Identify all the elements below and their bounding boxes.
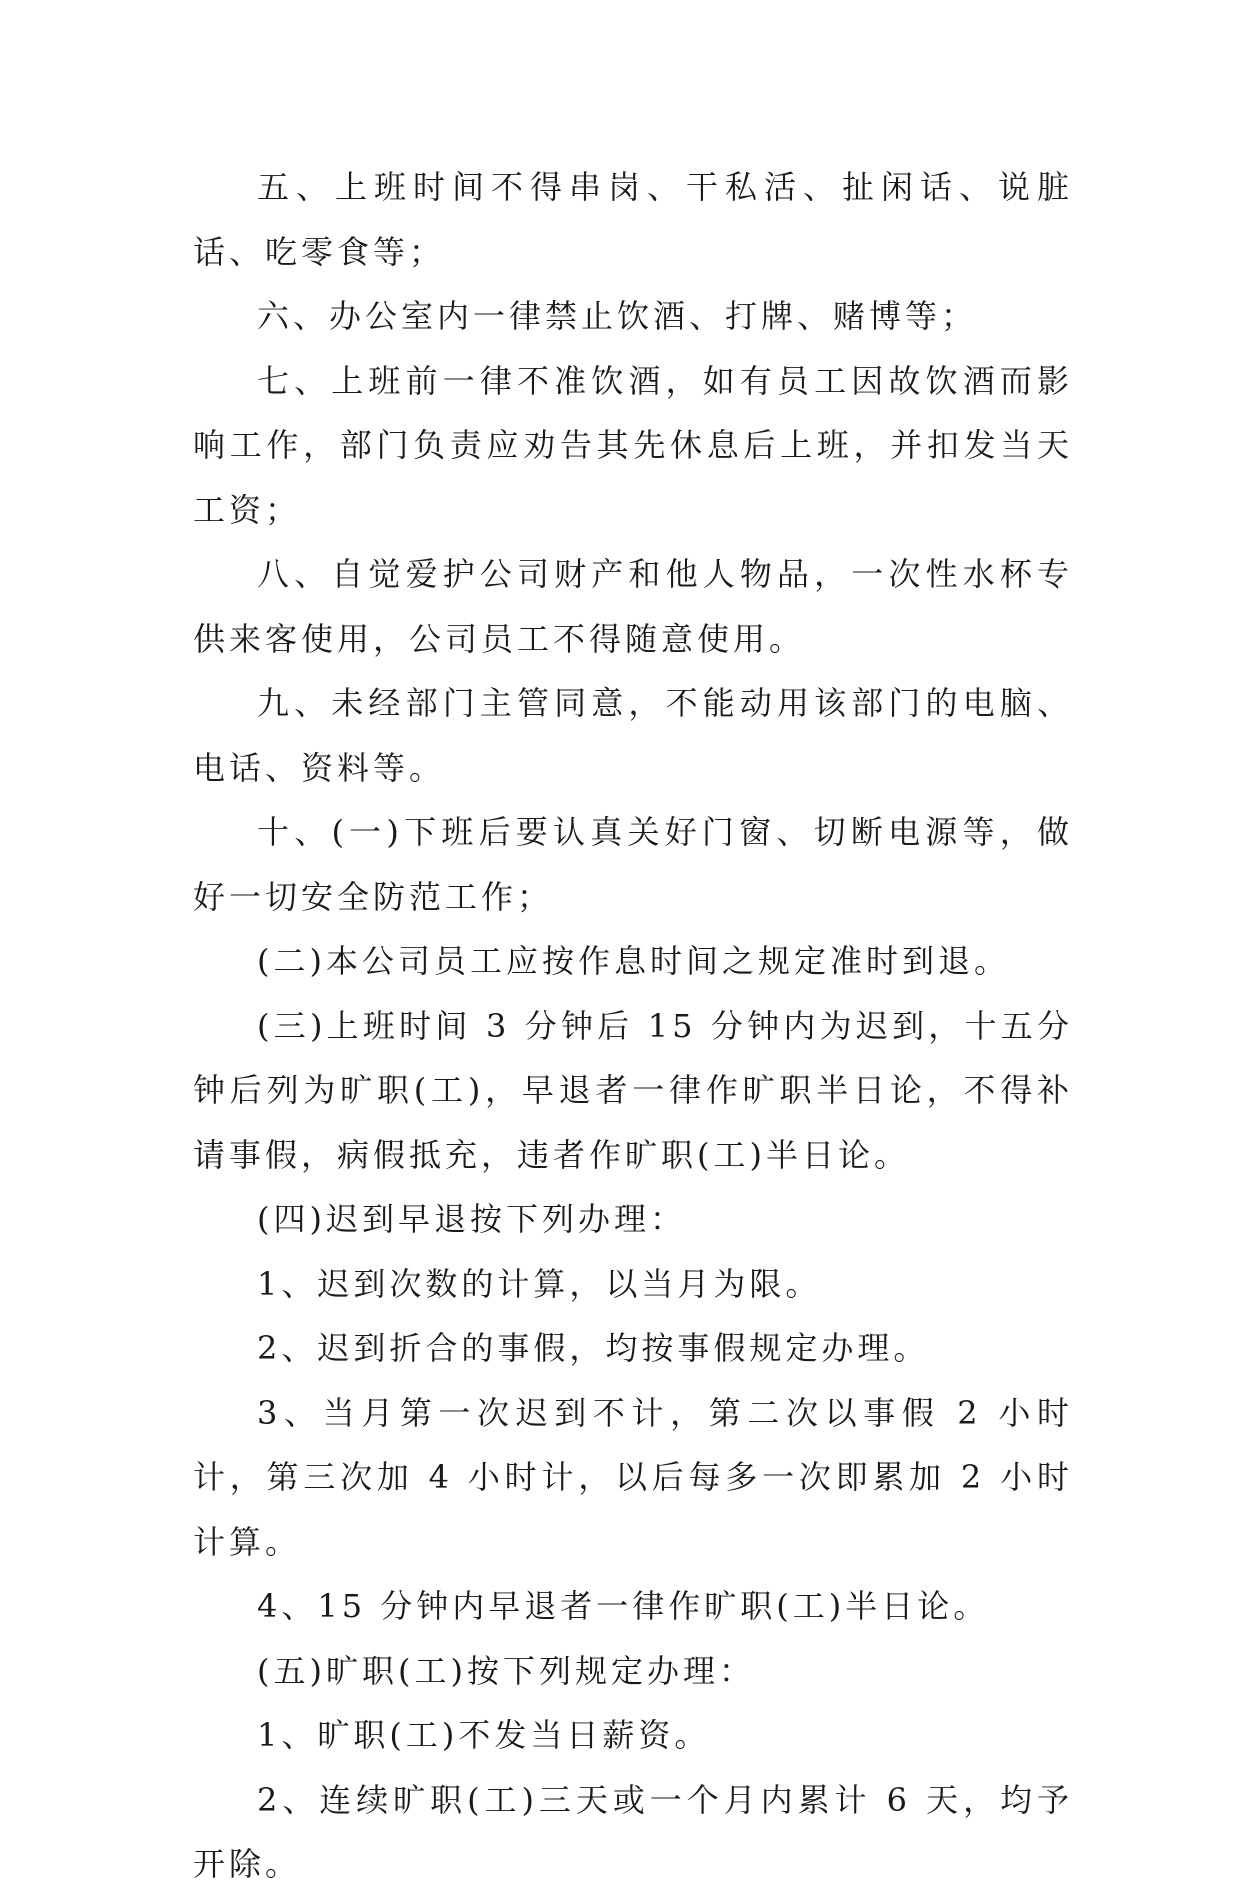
paragraph-rule-10-4: (四)迟到早退按下列办理： (257, 1200, 686, 1238)
paragraph-late-item-1: 1、迟到次数的计算，以当月为限。 (257, 1264, 822, 1303)
paragraph-rule-7: 七、上班前一律不准饮酒，如有员工因故饮酒而影响工作，部门负责应劝告其先休息后上班，并扣发当天工资； (193, 361, 1073, 529)
paragraph-late-item-2: 2、迟到折合的事假，均按事假规定办理。 (257, 1329, 930, 1367)
document-body (193, 155, 1073, 1897)
paragraph-absence-item-2: 2、连续旷职(工)三天或一个月内累计 6 天，均予开除。 (193, 1780, 1073, 1883)
paragraph-rule-10-5: (五)旷职(工)按下列规定办理： (257, 1651, 755, 1690)
paragraph-rule-10-2: (二)本公司员工应按作息时间之规定准时到退。 (257, 942, 1010, 980)
paragraph-rule-9: 九、未经部门主管同意，不能动用该部门的电脑、电话、资料等。 (193, 684, 1073, 787)
paragraph-rule-5: 五、上班时间不得串岗、干私活、扯闲话、说脏话、吃零食等； (193, 168, 1073, 271)
paragraph-rule-8: 八、自觉爱护公司财产和他人物品，一次性水杯专供来客使用，公司员工不得随意使用。 (193, 555, 1073, 658)
paragraph-late-item-4: 4、15 分钟内早退者一律作旷职(工)半日论。 (257, 1587, 990, 1625)
paragraph-late-item-3: 3、当月第一次迟到不计，第二次以事假 2 小时计，第三次加 4 小时计，以后每多一次即累加 2 小时计算。 (193, 1393, 1073, 1561)
paragraph-rule-6: 六、办公室内一律禁止饮酒、打牌、赌博等； (257, 297, 978, 335)
paragraph-rule-10-1: 十、(一)下班后要认真关好门窗、切断电源等，做好一切安全防范工作； (193, 813, 1073, 916)
paragraph-rule-10-3: (三)上班时间 3 分钟后 15 分钟内为迟到，十五分钟后列为旷职(工)，早退者一律作旷职半日论，不得补请事假，病假抵充，违者作旷职(工)半日论。 (193, 1006, 1073, 1174)
paragraph-absence-item-1: 1、旷职(工)不发当日薪资。 (257, 1716, 711, 1754)
